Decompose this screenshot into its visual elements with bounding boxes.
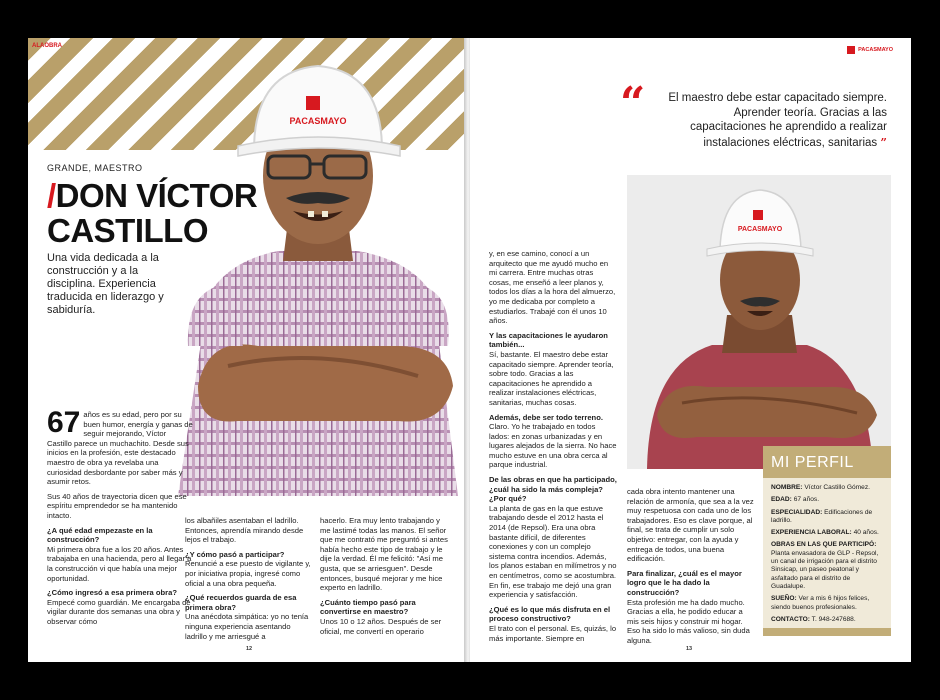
page-number-left: 12 bbox=[246, 646, 253, 652]
helmet-brand-right: PACASMAYO bbox=[737, 226, 783, 233]
right-column-2 bbox=[627, 487, 755, 651]
question: Y las capacitaciones le ayudaron también... bbox=[489, 330, 608, 350]
helmet-brand-left: PACASMAYO bbox=[289, 116, 347, 126]
paragraph: cada obra intento mantener una relación de armonía, que sea a la vez muy respetuosa con cada uno de los trabajadores. Eso es clave porque, al final, se trata de cumplir un solo objetivo: entregar, con la ayuda y entrega de todos, una buena edificación. bbox=[627, 487, 754, 564]
logo-text: PACASMAYO bbox=[858, 47, 893, 53]
answer: La planta de gas en la que estuve trabajando desde el 2012 hasta el 2014 (de Repsol). Era una obra bastante difícil, de diferentes conexiones y con un complejo sistema contra incendios. Además, los planos estaban en milímetros y no en centímetros, como se acostumbra. En fin, ese trabajo me dejó una gran experiencia y satisfacción. bbox=[489, 503, 617, 600]
left-page bbox=[28, 38, 466, 662]
question: ¿A qué edad empezaste en la construcción? bbox=[47, 525, 153, 545]
pull-quote-text: El maestro debe estar capacitado siempre. Aprender teoría. Gracias a las capacitaciones he aprendido a realizar instalaciones eléctricas, sanitarias bbox=[668, 92, 887, 149]
answer: Renuncié a ese puesto de vigilante y, por iniciativa propia, ingresé como oficial a una obra pequeña. bbox=[185, 559, 311, 588]
question: ¿Qué es lo que más disfruta en el proceso constructivo? bbox=[489, 604, 611, 624]
answer: Claro. Yo he trabajado en todos lados: en zonas urbanizadas y en lugares alejados de la sierra. No hace mucho estuve en una obra cerca al parque industrial. bbox=[489, 422, 617, 470]
profile-row: EDAD: 67 años. bbox=[771, 496, 820, 504]
subtitle: Una vida dedicada a la construcción y a la disciplina. Experiencia traducida en liderazgo y sabiduría. bbox=[47, 252, 164, 316]
question: ¿Y cómo pasó a participar? bbox=[185, 549, 285, 559]
paragraph: Sus 40 años de trayectoria dicen que ese espíritu emprendedor se ha mantenido intacto. bbox=[47, 491, 187, 520]
question: ¿Cómo ingresó a esa primera obra? bbox=[47, 588, 177, 598]
title-line2: CASTILLO bbox=[47, 212, 208, 249]
left-column-1 bbox=[47, 406, 193, 631]
portrait-photo-left bbox=[168, 46, 466, 496]
pull-quote bbox=[656, 91, 887, 150]
logo-icon bbox=[847, 46, 855, 54]
answer: Una anécdota simpática: yo no tenía ninguna experiencia asentando ladrillo y me arriesgué a bbox=[185, 612, 309, 641]
question: Para finalizar, ¿cuál es el mayor logro que le ha dado la construcción? bbox=[627, 568, 742, 597]
profile-heading: MI PERFIL bbox=[771, 454, 854, 471]
portrait-photo-right bbox=[627, 175, 891, 469]
section-label: ALAOBRA bbox=[32, 43, 62, 49]
pacasmayo-logo bbox=[847, 46, 893, 54]
answer: Unos 10 o 12 años. Después de ser oficial, me convertí en operario bbox=[320, 616, 442, 636]
profile-row: CONTACTO: T. 948-247688. bbox=[771, 615, 856, 623]
article-title bbox=[47, 178, 257, 248]
profile-row: ESPECIALIDAD: Edificaciones de ladrillo. bbox=[771, 508, 873, 524]
answer: El trato con el personal. Es, quizás, lo más importante. Siempre en bbox=[489, 623, 617, 643]
title-slash: / bbox=[47, 177, 56, 214]
page-number-right: 13 bbox=[686, 646, 693, 652]
question: De las obras en que ha participado, ¿cuál ha sido la más compleja? ¿Por qué? bbox=[489, 475, 617, 504]
title-line1: DON VÍCTOR bbox=[55, 177, 258, 214]
right-column-1 bbox=[489, 249, 617, 648]
paragraph: los albañiles asentaban el ladrillo. Entonces, aprendía mirando desde lejos el trabajo. bbox=[185, 516, 304, 545]
quote-open-mark: “ bbox=[620, 78, 646, 129]
answer: Sí, bastante. El maestro debe estar capacitado siempre. Aprender teoría, sobre todo. Gracias a las capacitaciones he aprendido a realizar instalaciones eléctricas, sanitarias, muchas cosas. bbox=[489, 349, 614, 407]
profile-row: EXPERIENCIA LABORAL: 40 años. bbox=[771, 529, 879, 537]
intro-text: años es su edad, pero por su buen humor, energía y ganas de seguir mejorando, Víctor Castillo parece un muchachito. Desde sus inicios en la profesión, este destacado maestro de obra ya revelaba una curiosidad desbordante por saber más y asumir retos. bbox=[47, 410, 193, 487]
question: Además, debe ser todo terreno. bbox=[489, 412, 603, 422]
right-page bbox=[470, 38, 911, 662]
quote-close-mark: ” bbox=[880, 134, 887, 149]
profile-row: NOMBRE: Víctor Castillo Gómez. bbox=[771, 484, 870, 491]
answer: Esta profesión me ha dado mucho. Gracias a ella, he podido educar a mis seis hijos y construir mi hogar. Eso ha sido lo más valioso, sin duda alguna. bbox=[627, 597, 750, 645]
dropcap: 67 bbox=[47, 406, 81, 439]
question: ¿Cuánto tiempo pasó para convertirse en maestro? bbox=[320, 597, 416, 617]
kicker: GRANDE, MAESTRO bbox=[47, 163, 143, 173]
profile-rows bbox=[763, 478, 891, 628]
profile-row: OBRAS EN LAS QUE PARTICIPÓ: Planta envasadora de GLP - Repsol, un canal de irrigación para el distrito Sinsicap, un paseo peatonal y asfaltado para el distrito de Guadalupe. bbox=[771, 541, 879, 590]
answer: Mi primera obra fue a los 20 años. Antes trabajaba en una hacienda, pero al llegar a la construcción vi que había una mejor oportunidad. bbox=[47, 544, 192, 583]
answer: Empecé como guardián. Me encargaba de vigilar durante dos semanas una obra y observar cómo bbox=[47, 597, 191, 626]
profile-box bbox=[763, 446, 891, 636]
paragraph: hacerlo. Era muy lento trabajando y me lastimé todas las manos. El señor que me contrató me preguntó si antes había hecho este tipo de trabajo y le dije la verdad. Él me felicitó: "Así me gusta, que se arriesguen". Desde entonces, busqué mejorar y me hice experto en ladrillo. bbox=[320, 516, 448, 593]
left-column-2 bbox=[185, 516, 313, 646]
profile-row: SUEÑO: Ver a mis 6 hijos felices, siendo buenos profesionales. bbox=[771, 595, 870, 611]
paragraph: y, en ese camino, conocí a un arquitecto que me ayudó mucho en mi carrera. Entre muchas otras cosas, me enseñó a leer planos y, todos los días a la hora del almuerzo, yo me dedicaba por completo a estudiarlos. Trabajé con él unos 10 años. bbox=[489, 249, 616, 326]
left-column-3 bbox=[320, 516, 448, 641]
question: ¿Qué recuerdos guarda de esa primera obra? bbox=[185, 593, 297, 612]
